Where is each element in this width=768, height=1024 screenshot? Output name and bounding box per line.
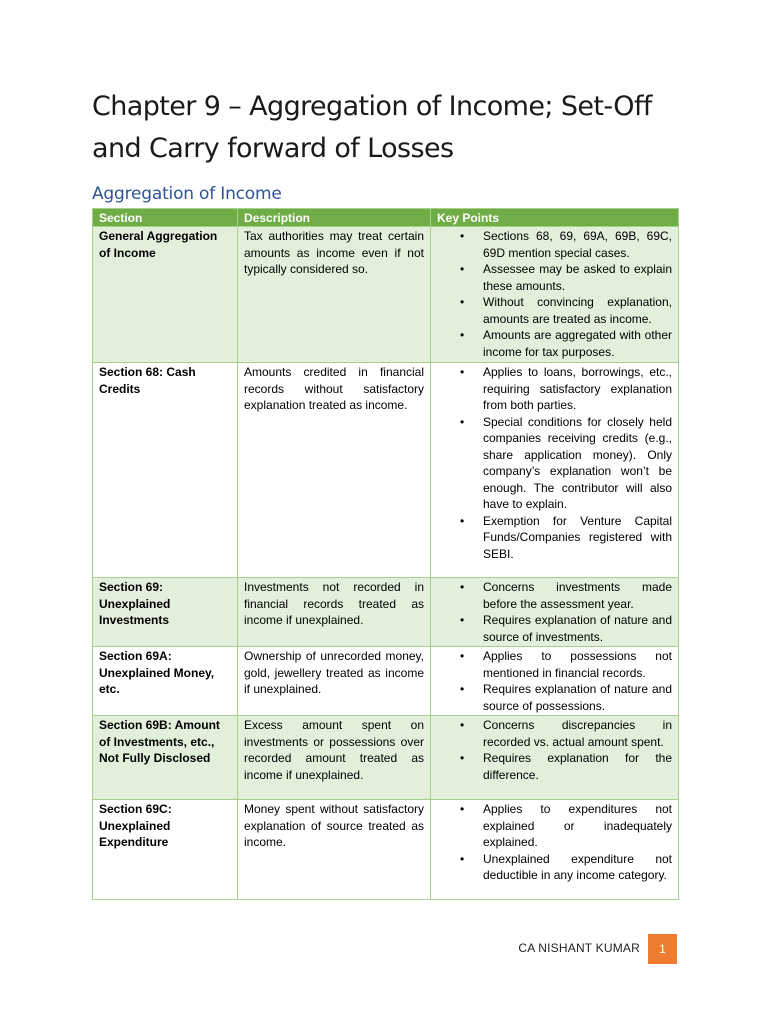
- bullet-icon: •: [460, 295, 465, 309]
- section-cell: Section 69A: Unexplained Money, etc.: [93, 647, 238, 716]
- table-row: [93, 227, 679, 363]
- description-cell: Ownership of unrecorded money, gold, jewellery treated as income if unexplained.: [238, 647, 431, 716]
- section-cell: Section 69C: Unexplained Expenditure: [93, 800, 238, 900]
- key-points-cell: [431, 578, 679, 647]
- bullet-icon: •: [460, 613, 465, 627]
- footer-author: CA NISHANT KUMAR: [518, 941, 640, 955]
- key-points-cell: [431, 716, 679, 800]
- key-points-list: [437, 364, 672, 562]
- chapter-title: Chapter 9 – Aggregation of Income; Set-Off and Carry forward of Losses: [92, 91, 652, 164]
- table-row: [93, 716, 679, 800]
- key-point: • Applies to expenditures not explained or inadequately explained.: [460, 802, 672, 849]
- header-section: Section: [93, 209, 238, 227]
- key-point: • Exemption for Venture Capital Funds/Companies registered with SEBI.: [460, 513, 672, 561]
- key-points-cell: [431, 800, 679, 900]
- bullet-icon: •: [460, 751, 465, 765]
- section-cell: General Aggregation of Income: [93, 227, 238, 363]
- description-cell: Money spent without satisfactory explanation of source treated as income.: [238, 800, 431, 900]
- bullet-icon: •: [460, 328, 465, 342]
- section-cell: Section 69: Unexplained Investments: [93, 578, 238, 647]
- key-points-cell: [431, 227, 679, 363]
- description-cell: Excess amount spent on investments or possessions over recorded amount treated as income if unexplained.: [238, 716, 431, 800]
- bullet-icon: •: [460, 649, 465, 663]
- bullet-icon: •: [460, 802, 465, 816]
- bullet-icon: •: [460, 851, 465, 866]
- key-point: • Amounts are aggregated with other income for tax purposes.: [460, 328, 672, 359]
- key-points-list: [437, 801, 672, 884]
- key-point: • Sections 68, 69, 69A, 69B, 69C, 69D mention special cases.: [460, 229, 672, 260]
- key-points-cell: [431, 363, 679, 578]
- bullet-icon: •: [460, 414, 465, 429]
- table-row: [93, 647, 679, 716]
- bullet-icon: •: [460, 682, 465, 696]
- bullet-icon: •: [460, 365, 465, 379]
- key-points-list: [437, 228, 672, 360]
- key-point: • Requires explanation of nature and source of possessions.: [460, 682, 672, 713]
- bullet-icon: •: [460, 580, 465, 594]
- table-row: [93, 578, 679, 647]
- key-point: • Assessee may be asked to explain these amounts.: [460, 262, 672, 293]
- header-key-points: Key Points: [431, 209, 679, 227]
- table-row: [93, 800, 679, 900]
- header-description: Description: [238, 209, 431, 227]
- bullet-icon: •: [460, 262, 465, 276]
- key-points-list: [437, 648, 672, 714]
- description-cell: Tax authorities may treat certain amounts as income even if not typically considered so.: [238, 227, 431, 363]
- description-cell: Investments not recorded in financial records treated as income if unexplained.: [238, 578, 431, 647]
- table-header-row: [93, 209, 679, 227]
- key-points-list: [437, 579, 672, 645]
- key-point: • Unexplained expenditure not deductible in any income category.: [460, 851, 672, 882]
- key-points-cell: [431, 647, 679, 716]
- section-cell: Section 68: Cash Credits: [93, 363, 238, 578]
- key-point: • Requires explanation of nature and source of investments.: [460, 613, 672, 644]
- section-cell: Section 69B: Amount of Investments, etc., Not Fully Disclosed: [93, 716, 238, 800]
- key-point: • Applies to possessions not mentioned in financial records.: [460, 649, 672, 680]
- section-heading: Aggregation of Income: [92, 184, 282, 204]
- key-point: • Requires explanation for the difference.: [460, 751, 672, 782]
- key-point: • Concerns discrepancies in recorded vs. actual amount spent.: [460, 718, 672, 749]
- key-point: • Without convincing explanation, amounts are treated as income.: [460, 295, 672, 326]
- key-point: • Concerns investments made before the assessment year.: [460, 580, 672, 611]
- key-points-list: [437, 717, 672, 783]
- bullet-icon: •: [460, 513, 465, 528]
- page-number-badge: 1: [648, 934, 677, 964]
- key-point: • Special conditions for closely held companies receiving credits (e.g., share application money). Only company’s explanation won’t be enough. The contributor will also have to explain.: [460, 414, 672, 511]
- description-cell: Amounts credited in financial records without satisfactory explanation treated as income.: [238, 363, 431, 578]
- bullet-icon: •: [460, 718, 465, 732]
- aggregation-table: [92, 208, 679, 900]
- bullet-icon: •: [460, 229, 465, 243]
- table-row: [93, 363, 679, 578]
- key-point: • Applies to loans, borrowings, etc., requiring satisfactory explanation from both parties.: [460, 365, 672, 412]
